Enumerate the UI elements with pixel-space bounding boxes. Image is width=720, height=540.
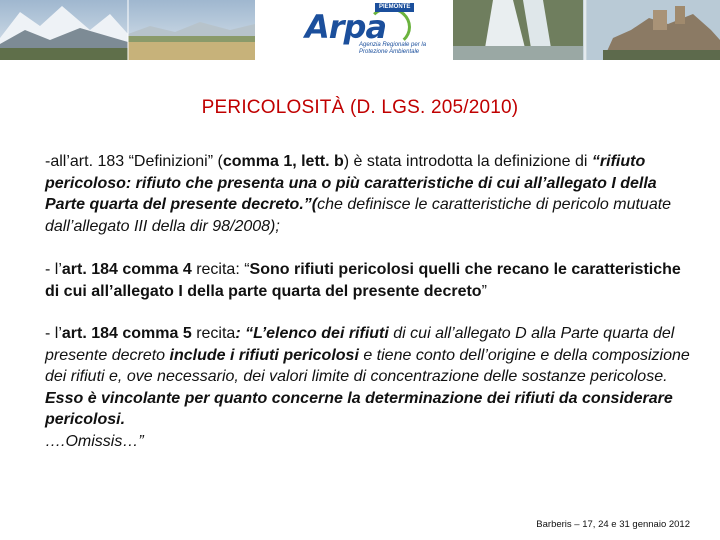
bold-italic-span: “rifiuto pericoloso: rifiuto che presenta una o più caratteristiche di cui all’allegato I della Parte quarta del presente decreto.”( bbox=[45, 153, 657, 213]
italic-span: ….Omissis…” bbox=[45, 432, 144, 450]
bold-italic-span: include i rifiuti pericolosi bbox=[169, 346, 359, 364]
footer-credit: Barberis – 17, 24 e 31 gennaio 2012 bbox=[536, 519, 690, 530]
bold-span: comma 1, lett. b bbox=[222, 153, 344, 170]
paragraph-art-183 bbox=[45, 151, 695, 237]
bold-span: art. 184 comma 5 bbox=[61, 325, 192, 342]
slide-title: PERICOLOSITÀ (D. LGS. 205/2010) bbox=[201, 97, 519, 118]
italic-span: e tiene conto dell’origine e della composizione dei rifiuti e, ove necessario, dei valori limite di concentrazione delle sostanze pericolose. bbox=[45, 346, 690, 385]
paragraph-art-184-comma-4 bbox=[45, 259, 695, 302]
text-span: - l’ bbox=[45, 261, 62, 278]
arpa-logo bbox=[255, 0, 453, 60]
logo-wordmark: Arpa bbox=[305, 8, 387, 46]
waterfall-castle-photo bbox=[453, 0, 720, 60]
bold-italic-span: Esso è vincolante per quanto concerne la determinazione dei rifiuti da considerare pericolosi. bbox=[45, 389, 673, 428]
italic-span: che definisce le caratteristiche di pericolo mutuate dall’allegato III della dir 98/2008); bbox=[45, 196, 672, 235]
text-span: ) è stata introdotta la definizione di bbox=[343, 153, 592, 170]
text-span: ” bbox=[481, 282, 487, 300]
mountain-landscape-photo bbox=[0, 0, 255, 60]
paragraph-art-184-comma-5 bbox=[45, 323, 695, 452]
bold-span: art. 184 comma 4 bbox=[61, 261, 192, 278]
bold-span: Sono rifiuti pericolosi quelli che recano le caratteristiche di cui all’allegato I della parte quarta del presente decreto bbox=[45, 261, 681, 300]
text-span: - l’ bbox=[45, 325, 62, 342]
text-span: recita bbox=[191, 325, 236, 342]
logo-region-badge: PIEMONTE bbox=[375, 3, 414, 12]
text-span: recita: “ bbox=[191, 261, 250, 278]
italic-span: di cui all’allegato D alla Parte quarta del presente decreto bbox=[45, 325, 675, 364]
header-banner bbox=[0, 0, 720, 62]
logo-subtitle: Agenzia Regionale per la Protezione Ambientale bbox=[359, 42, 427, 55]
text-span: -all’art. 183 “Definizioni” ( bbox=[45, 153, 223, 170]
bold-italic-span: : “L’elenco dei rifiuti bbox=[235, 325, 389, 342]
